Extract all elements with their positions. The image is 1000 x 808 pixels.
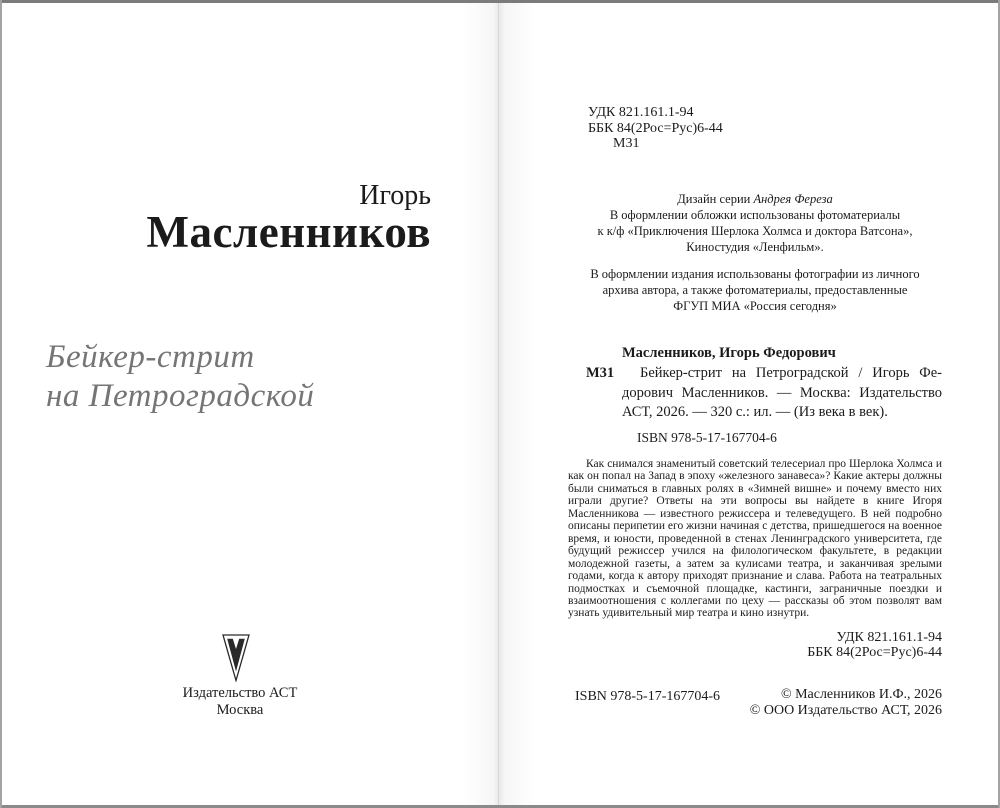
book-title xyxy=(46,338,314,416)
catalog-entry-line: дорович Масленников. — Москва: Издательство xyxy=(622,384,942,401)
author-first-name: Игорь xyxy=(359,180,431,211)
publisher-name: Издательство АСТ xyxy=(182,685,298,701)
book-title-line1: Бейкер-стрит xyxy=(46,339,255,375)
catalog-card-entry xyxy=(622,364,942,423)
udk-code-bottom: УДК 821.161.1-94 xyxy=(836,630,942,645)
catalog-isbn: ISBN 978-5-17-167704-6 xyxy=(637,430,777,445)
copyright-publisher: © ООО Издательство АСТ, 2026 xyxy=(749,702,942,718)
imprint-page xyxy=(500,0,1000,808)
publisher-city: Москва xyxy=(216,701,264,718)
author-sign-code: М31 xyxy=(613,136,640,151)
bbk-code-bottom: ББК 84(2Рос=Рус)6-44 xyxy=(807,645,942,660)
catalog-entry-line: Бейкер-стрит на Петроградской / Игорь Фе- xyxy=(640,365,942,381)
annotation-paragraph: Как снимался знаменитый советский телесериал про Шерлока Холмса и как он попал на Запад в эпоху «железного занавеса»? Какие актеры должны были сниматься в главных ролях в «Зимней вишне» и почему вместо них играли другие? Ответы на эти вопросы вы найдете в книге Игоря Масленникова — известного режиссера и телеведущего. В ней подробно описаны перипетии его жизни начиная с детства, пришедшегося на военное время, и юности, проведенной в стенах Ленинградского университета, где будущий режиссер учился на филологическом факультете, в редакции молодежной газеты, а затем за кулисами театра, и заканчивая зрелыми годами, когда к автору приходят признание и слава. Работа на театральных подмостках и съемочной площадке, кастинги, заграничные поездки и взаимоотношения с коллегами по цеху — рассказы об этом позволят вам узнать удивительный мир театра и кино изнутри. xyxy=(568,458,942,620)
classification-codes-bottom xyxy=(807,630,942,660)
author-name-block xyxy=(147,181,431,256)
cover-credit-line: Киностудия «Ленфильм». xyxy=(686,240,824,254)
cover-credit-line: к к/ф «Приключения Шерлока Холмса и доктора Ватсона», xyxy=(597,224,913,238)
design-credit-line xyxy=(555,191,955,207)
series-designer-name: Андрея Фереза xyxy=(753,192,833,206)
photo-credit xyxy=(555,266,955,314)
catalog-entry-line: АСТ, 2026. — 320 с.: ил. — (Из века в век). xyxy=(622,404,888,420)
series-design-credit xyxy=(555,191,955,255)
book-edge-top xyxy=(0,0,1000,3)
photo-credit-line: В оформлении издания использованы фотографии из личного xyxy=(590,267,920,281)
photo-credit-line: архива автора, а также фотоматериалы, предоставленные xyxy=(602,283,908,297)
title-page xyxy=(0,0,499,808)
copyright-block xyxy=(750,687,942,718)
udk-code: УДК 821.161.1-94 xyxy=(588,105,694,120)
author-last-name: Масленников xyxy=(146,207,431,257)
book-title-line2: на Петроградской xyxy=(46,378,315,414)
photo-credit-line: ФГУП МИА «Россия сегодня» xyxy=(673,299,837,313)
isbn-footer: ISBN 978-5-17-167704-6 xyxy=(575,689,721,704)
book-edge-left xyxy=(0,0,2,808)
catalog-author-header: Масленников, Игорь Федорович xyxy=(622,345,836,361)
publisher-block xyxy=(90,685,390,718)
catalog-author-sign-code: М31 xyxy=(586,365,615,381)
classification-codes-top xyxy=(588,105,723,152)
copyright-author: © Масленников И.Ф., 2026 xyxy=(780,687,942,702)
design-credit-prefix: Дизайн серии xyxy=(677,192,754,206)
ast-publisher-logo-icon xyxy=(222,634,250,682)
bbk-code: ББК 84(2Рос=Рус)6-44 xyxy=(588,120,723,136)
cover-credit-line: В оформлении обложки использованы фотоматериалы xyxy=(609,208,901,222)
